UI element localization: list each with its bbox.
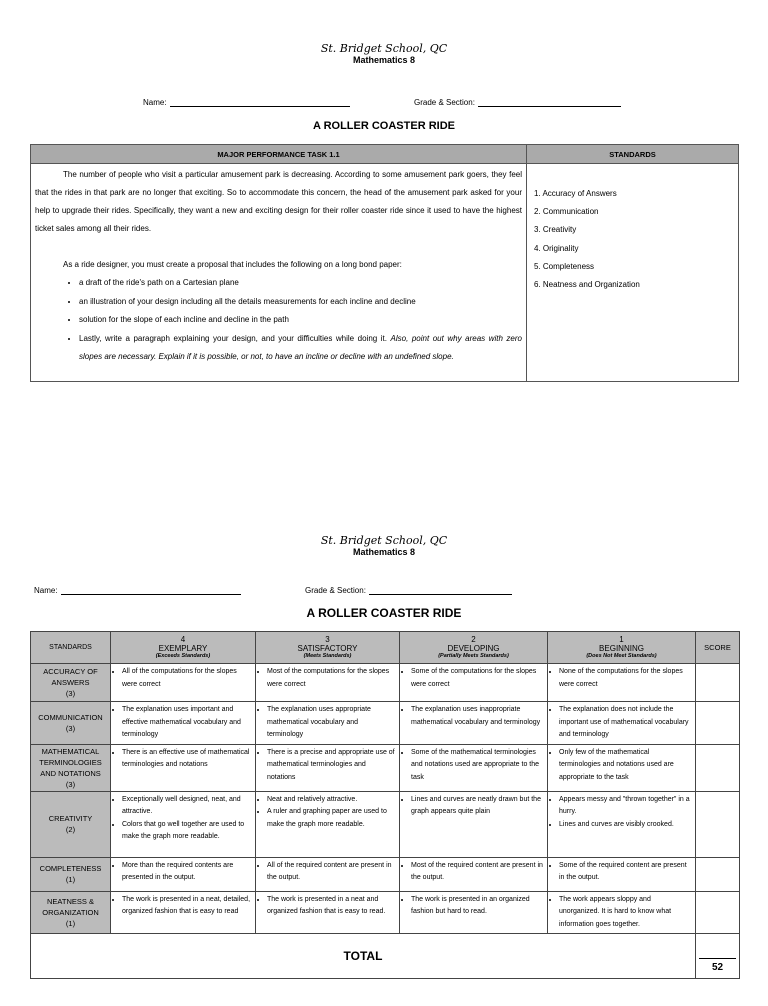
rubric-title: A ROLLER COASTER RIDE xyxy=(306,606,462,620)
standard-name: MATHEMATICAL TERMINOLOGIES AND NOTATIONS xyxy=(39,746,102,778)
rubric-row xyxy=(31,891,740,934)
criterion-item: • Lines and curves are neatly drawn but the graph appears quite plain xyxy=(411,794,544,819)
score-cell[interactable] xyxy=(696,857,740,891)
level-name: SATISFACTORY xyxy=(297,644,358,653)
score-cell[interactable] xyxy=(696,791,740,857)
criterion-item: • There is a precise and appropriate use of mathematical terminologies and notations xyxy=(267,747,396,785)
standard-points: (1) xyxy=(65,875,76,884)
score-cell[interactable] xyxy=(696,891,740,934)
criterion-cell xyxy=(256,664,400,702)
standards-list xyxy=(528,165,737,294)
rubric-row xyxy=(31,702,740,745)
criterion-item: • None of the computations for the slopes were correct xyxy=(559,666,692,691)
last-bullet-text: Lastly, write a paragraph explaining your design, and your difficulties while doing it. xyxy=(79,333,387,343)
rubric-header-row xyxy=(31,632,740,664)
rubric-row xyxy=(31,744,740,791)
task-intro: As a ride designer, you must create a proposal that includes the following on a long bond paper: xyxy=(63,260,402,269)
standard-cell xyxy=(31,744,111,791)
criterion-item: • The work is presented in an organized fashion but hard to read. xyxy=(411,894,544,919)
list-item: 5. Completeness xyxy=(534,261,595,271)
criterion-cell xyxy=(111,857,256,891)
standard-points: (1) xyxy=(65,918,76,928)
grade-field[interactable] xyxy=(369,584,512,595)
criterion-item: • Only few of the mathematical terminologies and notations used are appropriate to the task xyxy=(559,747,692,785)
criterion-cell xyxy=(548,664,696,702)
list-item: 4. Originality xyxy=(534,243,579,253)
standard-points: (3) xyxy=(65,779,76,789)
level-number: 4 xyxy=(180,635,186,644)
rubric-body xyxy=(31,664,740,934)
criterion-item: • Some of the required content are present in the output. xyxy=(559,860,692,885)
standard-points: (3) xyxy=(65,723,76,733)
criterion-cell xyxy=(548,857,696,891)
criterion-cell xyxy=(256,857,400,891)
criterion-cell xyxy=(256,744,400,791)
standard-name: ACCURACY OF ANSWERS xyxy=(43,667,98,687)
level-note: (Meets Standards) xyxy=(303,653,352,659)
score-cell[interactable] xyxy=(696,664,740,702)
criterion-item: • Colors that go well together are used to make the graph more readable. xyxy=(122,819,252,844)
criterion-item: • There is an effective use of mathematical terminologies and notations xyxy=(122,747,252,772)
school-name: St. Bridget School, QC xyxy=(320,534,448,547)
criterion-item: • Exceptionally well designed, neat, and attractive. xyxy=(122,794,252,819)
level-header xyxy=(256,632,400,664)
criterion-cell xyxy=(400,744,548,791)
subject-name: Mathematics 8 xyxy=(352,547,416,557)
task-header: MAJOR PERFORMANCE TASK 1.1 xyxy=(31,145,527,164)
student-info-lines xyxy=(0,96,768,110)
level-number: 3 xyxy=(325,635,330,644)
standard-name: NEATNESS & ORGANIZATION xyxy=(42,896,99,917)
criterion-item: • More than the required contents are presented in the output. xyxy=(122,860,252,885)
criterion-cell xyxy=(111,744,256,791)
criterion-item: • A ruler and graphing paper are used to make the graph more readable. xyxy=(267,806,396,831)
grade-field[interactable] xyxy=(478,96,621,107)
criterion-cell xyxy=(400,857,548,891)
criterion-item: • Some of the mathematical terminologies and notations used are appropriate to the task xyxy=(411,747,544,785)
criterion-item: • Neat and relatively attractive. xyxy=(267,794,396,807)
level-header xyxy=(111,632,256,664)
criterion-item: • Lines and curves are visibly crooked. xyxy=(559,819,692,832)
level-header xyxy=(400,632,548,664)
criterion-cell xyxy=(256,791,400,857)
criterion-item: • The explanation uses important and effective mathematical vocabulary and terminology xyxy=(122,704,252,742)
criterion-cell xyxy=(400,664,548,702)
list-item: • a draft of the ride's path on a Cartesian plane xyxy=(79,274,522,293)
criterion-cell xyxy=(548,791,696,857)
rubric-row xyxy=(31,791,740,857)
criterion-item: • Most of the required content are present in the output. xyxy=(411,860,544,885)
total-score: 52 xyxy=(699,958,736,973)
criterion-cell xyxy=(400,891,548,934)
student-info-lines xyxy=(0,584,768,598)
name-label: Name: xyxy=(34,586,58,595)
level-number: 1 xyxy=(619,635,624,644)
level-name: EXEMPLARY xyxy=(158,644,208,653)
level-name: DEVELOPING xyxy=(447,644,500,653)
criterion-item: • The explanation uses appropriate mathematical vocabulary and terminology xyxy=(267,704,396,742)
standard-cell xyxy=(31,891,111,934)
criterion-item: • The explanation uses inappropriate mathematical vocabulary and terminology xyxy=(411,704,544,729)
level-name: BEGINNING xyxy=(599,644,644,653)
standard-name: CREATIVITY xyxy=(48,814,93,823)
criterion-item: • Appears messy and "thrown together" in a hurry. xyxy=(559,794,692,819)
performance-task-table xyxy=(30,144,739,382)
criterion-item: • The work appears sloppy and unorganized. It is hard to know what information goes together. xyxy=(559,894,692,932)
level-note: (Exceeds Standards) xyxy=(155,653,211,659)
criterion-cell xyxy=(256,891,400,934)
criterion-item: • The work is presented in a neat, detailed, organized fashion that is easy to read xyxy=(122,894,252,919)
standards-cell xyxy=(527,164,739,382)
score-column-header: SCORE xyxy=(696,632,740,664)
list-item: • an illustration of your design including all the details measurements for each incline and decline xyxy=(79,293,522,312)
list-item: 6. Neatness and Organization xyxy=(534,280,640,290)
criterion-cell xyxy=(111,702,256,745)
document-title: A ROLLER COASTER RIDE xyxy=(313,120,455,132)
level-note: (Does Not Meet Standards) xyxy=(586,653,657,659)
score-cell[interactable] xyxy=(696,744,740,791)
page-2-header xyxy=(0,534,768,557)
standards-header: STANDARDS xyxy=(527,145,739,164)
standard-name: COMMUNICATION xyxy=(38,712,103,722)
rubric-row xyxy=(31,857,740,891)
standard-points: (2) xyxy=(65,825,76,834)
criterion-cell xyxy=(111,791,256,857)
criterion-item: • Most of the computations for the slopes were correct xyxy=(267,666,396,691)
criterion-cell xyxy=(400,791,548,857)
total-score-cell xyxy=(696,934,740,979)
rubric-table xyxy=(30,631,740,979)
list-item: 1. Accuracy of Answers xyxy=(534,189,617,198)
level-number: 2 xyxy=(471,635,476,644)
criterion-cell xyxy=(111,664,256,702)
standard-cell xyxy=(31,791,111,857)
name-field[interactable] xyxy=(170,96,350,107)
list-item: 2. Communication xyxy=(534,207,599,217)
criterion-cell xyxy=(400,702,548,745)
criterion-item: • Some of the computations for the slopes were correct xyxy=(411,666,544,691)
list-item: 3. Creativity xyxy=(534,225,577,235)
school-name: St. Bridget School, QC xyxy=(320,42,448,55)
level-note: (Partially Meets Standards) xyxy=(438,653,509,659)
page-1-header xyxy=(0,42,768,65)
standard-cell xyxy=(31,857,111,891)
list-item: • solution for the slope of each incline and decline in the path xyxy=(79,311,522,330)
rubric-row xyxy=(31,664,740,702)
standards-column-header: STANDARDS xyxy=(31,632,111,664)
requirements-list xyxy=(35,274,522,367)
name-field[interactable] xyxy=(61,584,241,595)
criterion-cell xyxy=(111,891,256,934)
criterion-cell xyxy=(548,702,696,745)
level-header xyxy=(548,632,696,664)
grade-label: Grade & Section: xyxy=(305,586,366,595)
criterion-item: • The explanation does not include the important use of mathematical vocabulary and terminology xyxy=(559,704,692,742)
criterion-cell xyxy=(548,744,696,791)
total-label: TOTAL xyxy=(31,934,696,979)
task-description xyxy=(31,164,527,382)
list-item xyxy=(79,330,522,367)
criterion-item: • All of the required content are present in the output. xyxy=(267,860,396,885)
subject-name: Mathematics 8 xyxy=(352,55,416,65)
standard-cell xyxy=(31,664,111,702)
standard-cell xyxy=(31,702,111,745)
name-label: Name: xyxy=(143,98,167,107)
total-row xyxy=(31,934,740,979)
standard-name: COMPLETENESS xyxy=(39,864,102,873)
criterion-cell xyxy=(548,891,696,934)
criterion-cell xyxy=(256,702,400,745)
standard-points: (3) xyxy=(65,689,76,698)
criterion-item: • The work is presented in a neat and organized fashion that is easy to read. xyxy=(267,894,396,919)
criterion-item: • All of the computations for the slopes were correct xyxy=(122,666,252,691)
grade-label: Grade & Section: xyxy=(414,98,475,107)
task-paragraph: The number of people who visit a particular amusement park is decreasing. According to some amusement park goers, they feel that the rides in that park are no longer that exciting. So to accommodate this concern, the head of the amusement park asked for your help to upgrade their rides. Specifically, they want a new and exciting design for their roller coaster ride since it used to have the highest ticket sales among all their rides. xyxy=(35,170,522,233)
last-bullet-italic: Also, point out why areas with zero slopes are necessary. Explain if it is possible, or not, to have an incline or decline with an undefined slope. xyxy=(79,333,522,361)
score-cell[interactable] xyxy=(696,702,740,745)
